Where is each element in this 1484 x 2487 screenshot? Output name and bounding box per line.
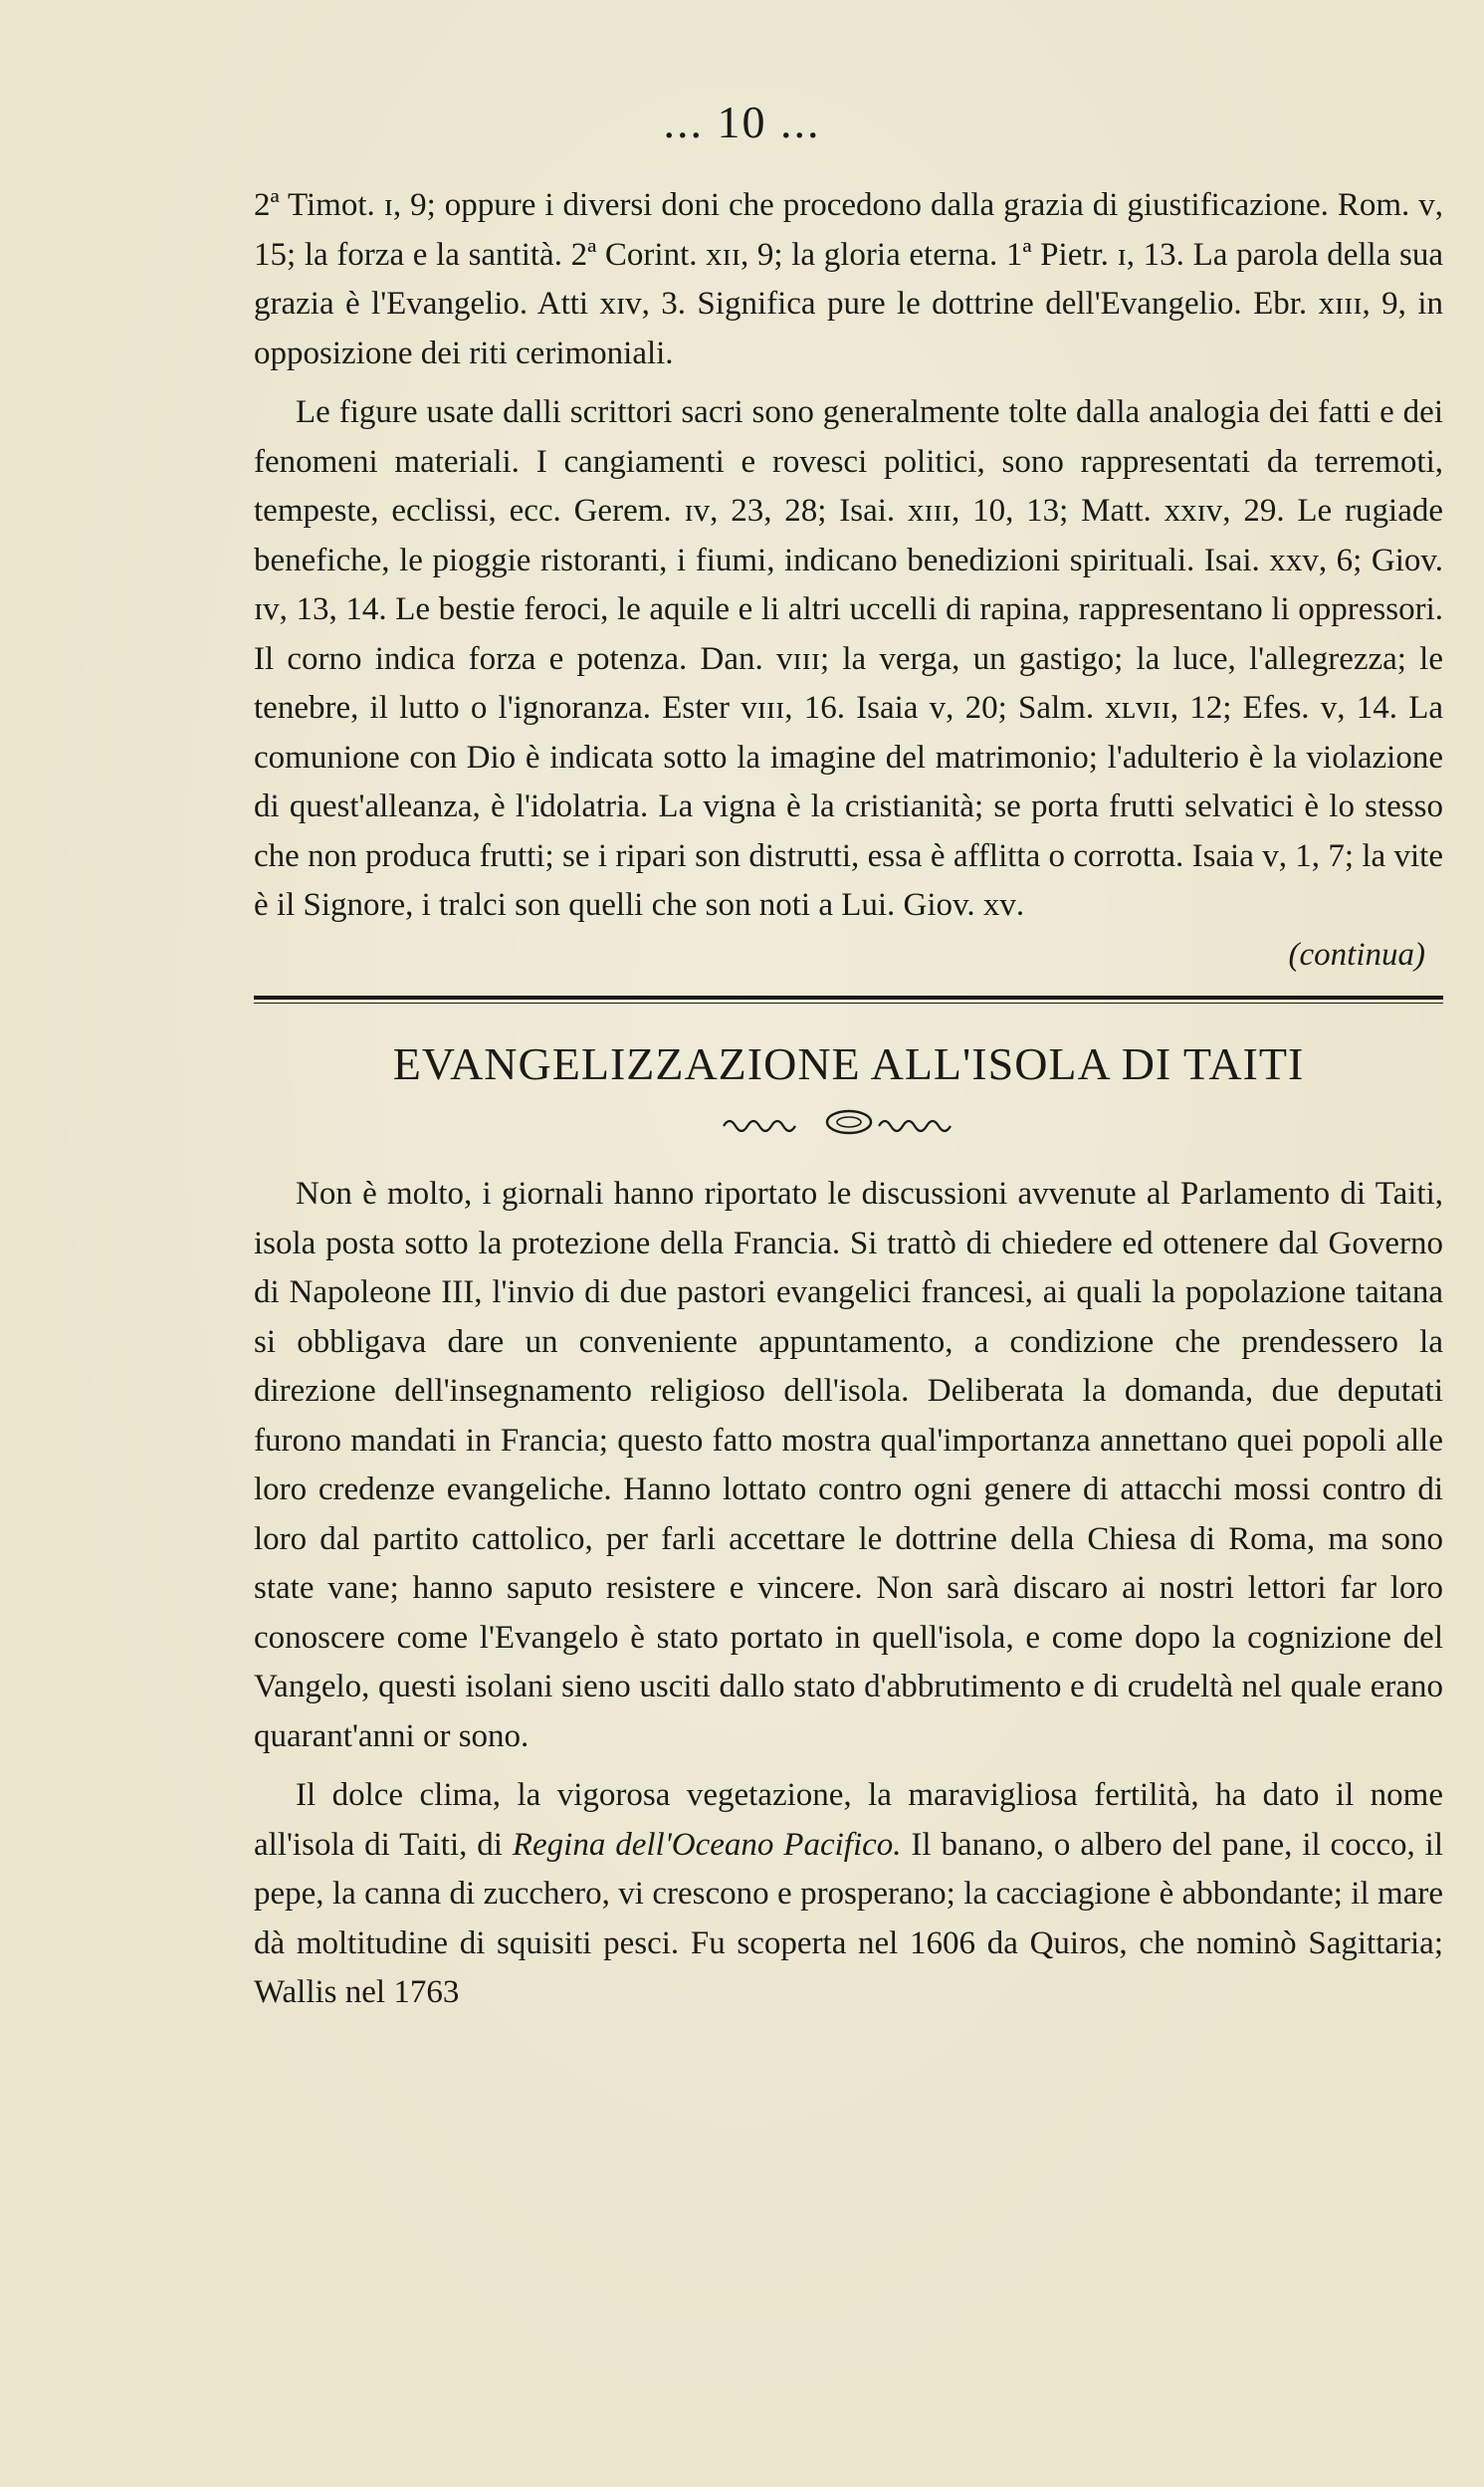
section-divider-thin	[254, 1003, 1443, 1004]
intro-paragraph-2: Le figure usate dalli scrittori sacri sono generalmente tolte dalla analogia dei fatti e dei fenomeni materiali. I cangiamenti e rovesci politici, sono rappresentati da terremoti, tempeste, ecclissi, ecc. Gerem. ɪᴠ, 23, 28; Isai. xɪɪɪ, 10, 13; Matt. xxɪᴠ, 29. Le rugiade benefiche, le pioggie ristoranti, i fiumi, indicano benedizioni spirituali. Isai. xxᴠ, 6; Giov. ɪᴠ, 13, 14. Le bestie feroci, le aquile e li altri uccelli di rapina, rappresentano li oppressori. Il corno indica forza e potenza. Dan. ᴠɪɪɪ; la verga, un gastigo; la luce, l'allegrezza; le tenebre, il lutto o l'ignoranza. Ester ᴠɪɪɪ, 16. Isaia ᴠ, 20; Salm. xʟᴠɪɪ, 12; Efes. ᴠ, 14. La comunione con Dio è indicata sotto la imagine del matrimonio; l'adulterio è la violazione di quest'alleanza, è l'idolatria. La vigna è la cristianità; se porta frutti selvatici è lo stesso che non produca frutti; se i ripari son distrutti, essa è afflitta o corrotta. Isaia ᴠ, 1, 7; la vite è il Signore, i tralci son quelli che son noti a Lui. Giov. xᴠ.	[254, 394, 1443, 923]
body-paragraph-2-start: Il dolce clima, la vigorosa vegetazione, la maravigliosa fertilità, ha dato il nome all'isola di Taiti, di	[254, 1777, 1443, 1863]
section-title: EVANGELIZZAZIONE ALL'ISOLA DI TAITI	[392, 1038, 1305, 1089]
continua-text: (continua)	[1288, 936, 1425, 973]
body-paragraph-2-end: Il banano, o albero del pane, il cocco, il pepe, la canna di zucchero, vi crescono e prosperano; la cacciagione è abbondante; il mare dà moltitudine di squisiti pesci. Fu scoperta nel 1606 da Quiros, che nominò Sagittaria; Wallis nel 1763	[254, 1826, 1443, 2010]
island-epithet: Regina dell'Oceano Pacifico.	[512, 1826, 902, 1863]
page-number: ... 10 ...	[663, 97, 821, 147]
continua-note	[254, 931, 1443, 981]
decorative-flourish-icon	[720, 1102, 978, 1142]
section-divider	[254, 996, 1443, 1000]
intro-paragraph-1: 2ª Timot. ɪ, 9; oppure i diversi doni che procedono dalla grazia di giustificazione. Rom. ᴠ, 15; la forza e la santità. 2ª Corint. xɪɪ, 9; la gloria eterna. 1ª Pietr. ɪ, 13. La parola della sua grazia è l'Evangelio. Atti xɪᴠ, 3. Significa pure le dottrine dell'Evangelio. Ebr. xɪɪɪ, 9, in opposizione dei riti cerimoniali.	[254, 187, 1443, 371]
body-paragraph-1: Non è molto, i giornali hanno riportato le discussioni avvenute al Parlamento di Taiti, isola posta sotto la protezione della Francia. Si trattò di chiedere ed ottenere dal Governo di Napoleone III, l'invio di due pastori evangelici francesi, ai quali la popolazione taitana si obbligava dare un conveniente appuntamento, a condizione che prendessero la direzione dell'insegnamento religioso dell'isola. Deliberata la domanda, due deputati furono mandati in Francia; questo fatto mostra qual'importanza annettano quei popoli alle loro credenze evangeliche. Hanno lottato contro ogni genere di attacchi mossi contro di loro dal partito cattolico, per farli accettare le dottrine della Chiesa di Roma, ma sono state vane; hanno saputo resistere e vincere. Non sarà discaro ai nostri lettori far loro conoscere come l'Evangelo è stato portato in quell'isola, e come dopo la cognizione del Vangelo, questi isolani sieno usciti dallo stato d'abbrutimento e di crudeltà nel quale erano quarant'anni or sono.	[254, 1176, 1443, 1754]
body-paragraph-2	[254, 1771, 1443, 2018]
intro-section	[254, 181, 1443, 2018]
